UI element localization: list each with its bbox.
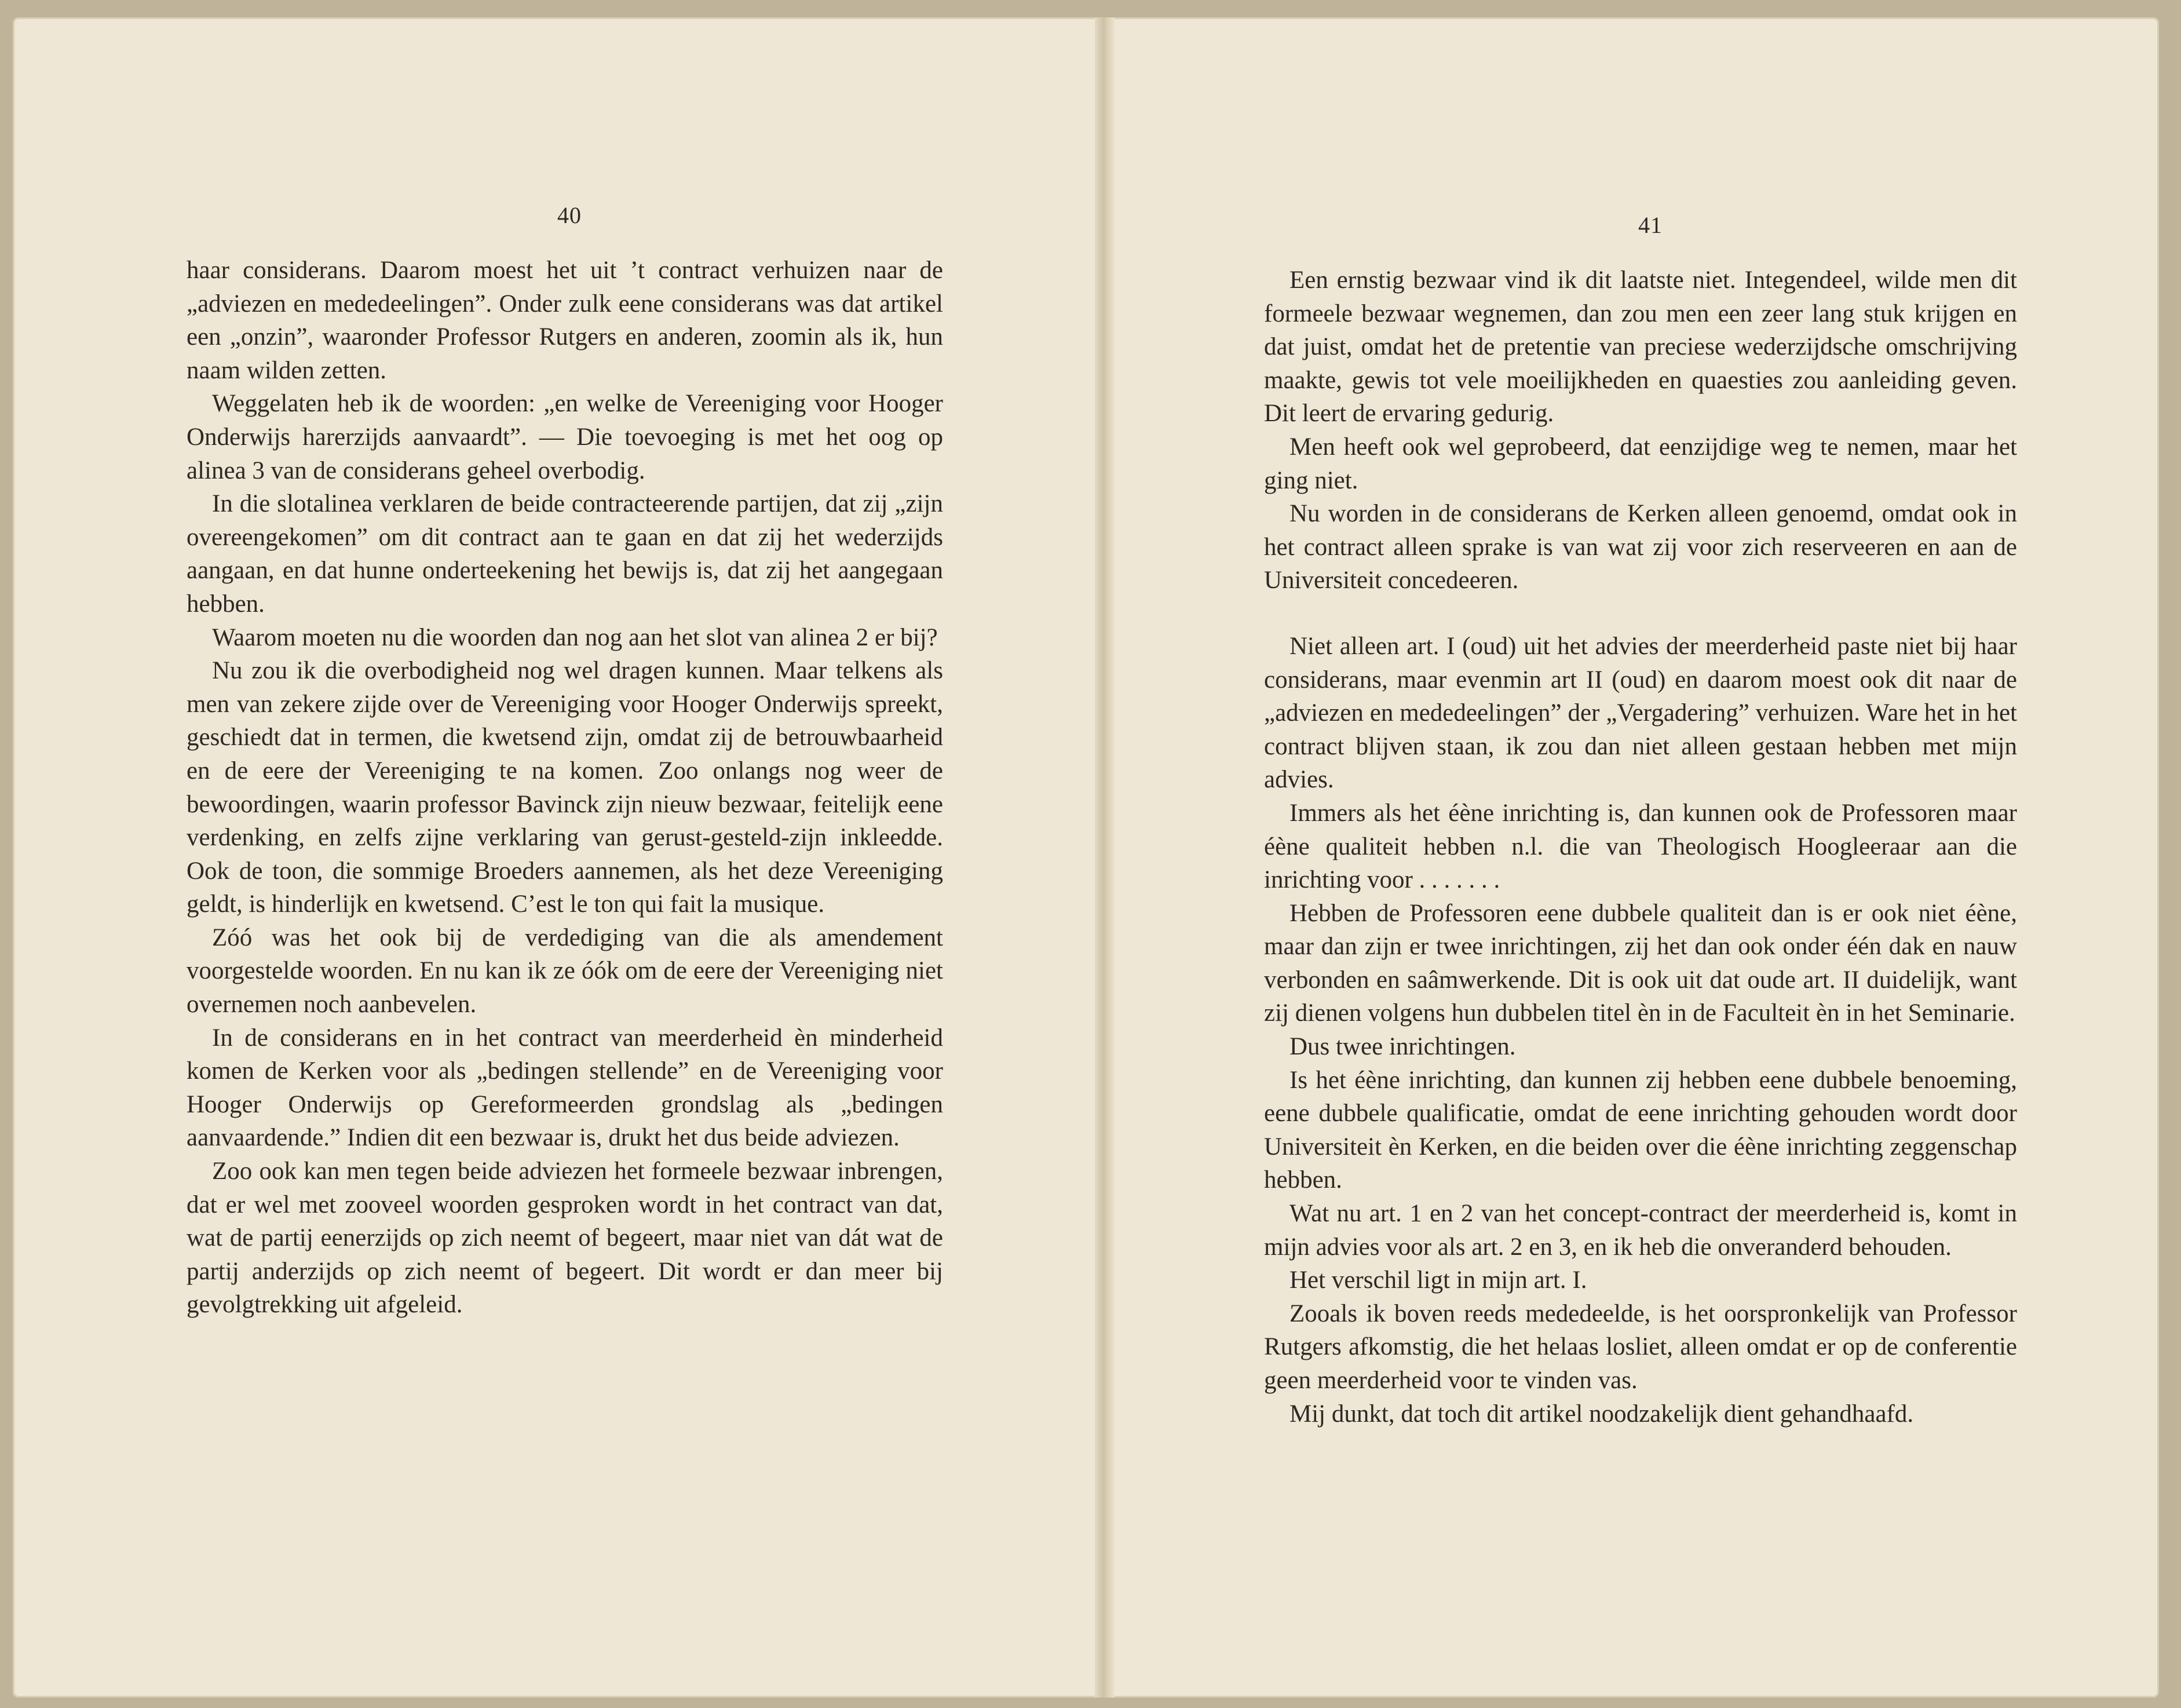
paragraph: Een ernstig bezwaar vind ik dit laatste niet. Integendeel, wilde men dit formeele bezwaar wegnemen, dan zou men een zeer lang stuk krijgen en dat juist, omdat het de pretentie van preciese wederzijdsche omschrijving maakte, gewis tot vele moeilijkheden en quaesties zou aanleiding geven. Dit leert de ervaring gedurig. <box>1264 267 2017 428</box>
paragraph: Nu worden in de considerans de Kerken alleen genoemd, omdat ook in het contract alleen sprake is van wat zij voor zich reserveeren en aan de Universiteit concedeeren. <box>1264 500 2017 594</box>
paragraph: Hebben de Professoren eene dubbele qualiteit dan is er ook niet éène, maar dan zijn er twee inrichtingen, zij het dan ook onder één dak en nauw verbonden en saâmwerkende. Dit is ook uit dat oude art. II duidelijk, want zij dienen volgens hun dubbelen titel èn in de Faculteit èn in het Seminarie. <box>1264 899 2017 1027</box>
paragraph: Immers als het éène inrichting is, dan kunnen ook de Professoren maar éène qualiteit hebben n.l. die van Theologisch Hoogleeraar aan die inrichting voor . . . . . . . <box>1264 799 2017 894</box>
left-page <box>13 17 1102 1698</box>
paragraph: In die slotalinea verklaren de beide contracteerende partijen, dat zij „zijn overeengekomen” om dit contract aan te gaan en dat zij het wederzijds aangaan, en dat hunne onderteekening het bewijs is, dat zij het aangegaan hebben. <box>187 490 943 618</box>
paragraph: Wat nu art. 1 en 2 van het concept-contract der meerderheid is, komt in mijn advies voor als art. 2 en 3, en ik heb die onveranderd behouden. <box>1264 1200 2017 1261</box>
book-spread <box>13 17 2159 1698</box>
paragraph: Nu zou ik die overbodigheid nog wel dragen kunnen. Maar telkens als men van zekere zijde over de Vereeniging voor Hooger Onderwijs spreekt, geschiedt dat in termen, die kwetsend zijn, omdat zij de betrouwbaarheid en de eere der Vereeniging te na komen. Zoo onlangs nog weer de bewoordingen, waarin professor Bavinck zijn nieuw bezwaar, feitelijk eene verdenking, en zelfs zijne verklaring van gerust-gesteld-zijn inkleedde. Ook de toon, die sommige Broeders aannemen, als het deze Vereeniging geldt, is hinderlijk en kwetsend. C’est le ton qui fait la musique. <box>187 657 943 918</box>
page-number: 41 <box>1638 212 1663 238</box>
paragraph: Mij dunkt, dat toch dit artikel noodzakelijk dient gehandhaafd. <box>1289 1400 1914 1428</box>
paragraph: Is het éène inrichting, dan kunnen zij hebben eene dubbele benoeming, eene dubbele qualificatie, omdat de eene inrichting gehouden wordt door Universiteit èn Kerken, en die beiden over die éène inrichting zeggenschap hebben. <box>1264 1066 2017 1194</box>
paragraph: Zooals ik boven reeds mededeelde, is het oorspronkelijk van Professor Rutgers afkomstig, die het helaas losliet, alleen omdat er op de conferentie geen meerderheid voor te vinden vas. <box>1264 1300 2017 1394</box>
right-page <box>1108 17 2159 1698</box>
paragraph: Waarom moeten nu die woorden dan nog aan het slot van alinea 2 er bij? <box>212 623 938 651</box>
paragraph: In de considerans en in het contract van meerderheid èn minderheid komen de Kerken voor als „bedingen stellende” en de Vereeniging voor Hooger Onderwijs op Gereformeerden grondslag als „bedingen aanvaardende.” Indien dit een bezwaar is, drukt het dus beide adviezen. <box>187 1024 943 1152</box>
page-body <box>187 254 943 1322</box>
paragraph: Niet alleen art. I (oud) uit het advies der meerderheid paste niet bij haar considerans, maar evenmin art II (oud) en daarom moest ook dit naar de „adviezen en mededeelingen” der „Vergadering” verhuizen. Ware het in het contract blijven staan, ik zou dan niet alleen gestaan hebben met mijn advies. <box>1264 632 2017 794</box>
paragraph: Zoo ook kan men tegen beide adviezen het formeele bezwaar inbrengen, dat er wel met zooveel woorden gesproken wordt in het contract van dat, wat de partij eenerzijds op zich neemt of begeert, maar niet van dát wat de partij anderzijds op zich neemt of begeert. Dit wordt er dan meer bij gevolgtrekking uit afgeleid. <box>187 1158 943 1319</box>
page-number: 40 <box>557 202 582 228</box>
paragraph: haar considerans. Daarom moest het uit ’t contract verhuizen naar de „adviezen en mededeelingen”. Onder zulk eene considerans was dat artikel een „onzin”, waaronder Professor Rutgers en anderen, zoomin als ik, hun naam wilden zetten. <box>187 257 943 384</box>
paragraph: Het verschil ligt in mijn art. I. <box>1289 1267 1587 1294</box>
paragraph: Weggelaten heb ik de woorden: „en welke de Vereeniging voor Hooger Onderwijs harerzijds aanvaardt”. — Die toevoeging is met het oog op alinea 3 van de considerans geheel overbodig. <box>187 390 943 484</box>
paragraph: Dus twee inrichtingen. <box>1289 1033 1516 1061</box>
paragraph: Zóó was het ook bij de verdediging van die als amendement voorgestelde woorden. En nu kan ik ze óók om de eere der Vereeniging niet overnemen noch aanbevelen. <box>187 924 943 1019</box>
paragraph: Men heeft ook wel geprobeerd, dat eenzijdige weg te nemen, maar het ging niet. <box>1264 433 2017 494</box>
page-body <box>1264 264 2017 1430</box>
